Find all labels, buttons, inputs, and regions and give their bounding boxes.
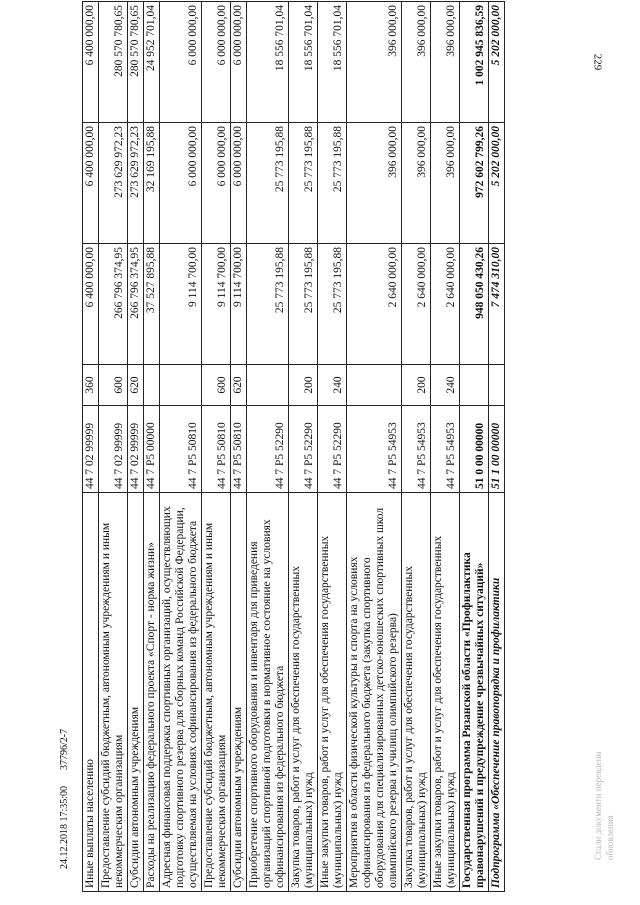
- target-article-cell: 44 7 Р5 52290: [289, 406, 318, 493]
- target-article-cell: 44 7 Р5 52290: [247, 406, 289, 493]
- amount-2021-cell: 396 000,00: [431, 2, 460, 123]
- amount-2021-cell: 5 202 000,00: [489, 2, 505, 123]
- target-article-cell: 44 7 Р5 50810: [231, 406, 247, 493]
- expense-name-cell: Субсидии автономным учреждениям: [231, 493, 247, 892]
- amount-2020-cell: 396 000,00: [402, 123, 431, 244]
- expense-type-cell: 600: [202, 365, 231, 406]
- expense-name-cell: Мероприятия в области физической культуры и спорта на условиях софинансирования из федерального бюджета (закупка спортивного оборудования для специализированных детско-юношеских спортивных школ олимпийского резерва и училищ олимпийского резерва): [347, 493, 402, 892]
- table-row: [347, 2, 402, 892]
- expense-name-cell: Государственная программа Рязанской области «Профилактика правонарушений и предупреждение чрезвычайных ситуаций»: [460, 493, 489, 892]
- table-row: [460, 2, 489, 892]
- expense-type-cell: [247, 365, 289, 406]
- target-article-cell: 51 1 00 00000: [489, 406, 505, 493]
- amount-2021-cell: 18 556 701,04: [318, 2, 347, 123]
- table-row: [402, 2, 431, 892]
- target-article-cell: 44 7 Р5 54953: [431, 406, 460, 493]
- amount-2021-cell: 280 570 780,65: [128, 2, 144, 123]
- target-article-cell: 44 7 Р5 00000: [144, 406, 160, 493]
- expense-name-cell: Предоставление субсидий бюджетным, автономным учреждениям и иным некоммерческим организациям: [99, 493, 128, 892]
- amount-2019-cell: 7 474 310,00: [489, 244, 505, 365]
- watermark: [592, 752, 616, 860]
- amount-2020-cell: 273 629 972,23: [128, 123, 144, 244]
- expense-type-cell: 240: [318, 365, 347, 406]
- target-article-cell: 44 7 Р5 50810: [202, 406, 231, 493]
- watermark-line: Стали документи перевдени: [593, 751, 603, 860]
- expense-type-cell: 620: [231, 365, 247, 406]
- amount-2020-cell: 25 773 195,88: [247, 123, 289, 244]
- table-row: [202, 2, 231, 892]
- table-row: [128, 2, 144, 892]
- amount-2019-cell: 948 050 430,26: [460, 244, 489, 365]
- expense-type-cell: [489, 365, 505, 406]
- table-row: [144, 2, 160, 892]
- amount-2020-cell: 396 000,00: [431, 123, 460, 244]
- amount-2021-cell: 1 002 945 836,59: [460, 2, 489, 123]
- expense-type-cell: 360: [83, 365, 99, 406]
- footer-document-code: 37796/2-7: [59, 728, 70, 770]
- amount-2019-cell: 25 773 195,88: [247, 244, 289, 365]
- expense-name-cell: Иные закупки товаров, работ и услуг для обеспечения государственных (муниципальных) нужд: [318, 493, 347, 892]
- table-row: [318, 2, 347, 892]
- amount-2019-cell: 266 796 374,95: [99, 244, 128, 365]
- page-number: 229: [591, 53, 604, 71]
- expense-type-cell: [347, 365, 402, 406]
- amount-2021-cell: 6 400 000,00: [83, 2, 99, 123]
- amount-2021-cell: 6 000 000,00: [160, 2, 202, 123]
- target-article-cell: 44 7 02 99999: [99, 406, 128, 493]
- table-row: [83, 2, 99, 892]
- amount-2020-cell: 972 602 799,26: [460, 123, 489, 244]
- expense-name-cell: Иные закупки товаров, работ и услуг для обеспечения государственных (муниципальных) нужд: [431, 493, 460, 892]
- amount-2021-cell: 6 000 000,00: [202, 2, 231, 123]
- watermark-line: обновления: [605, 815, 615, 860]
- budget-table: [82, 1, 505, 892]
- expense-type-cell: [160, 365, 202, 406]
- table-row: [289, 2, 318, 892]
- budget-table-container: [82, 5, 505, 892]
- amount-2019-cell: 25 773 195,88: [318, 244, 347, 365]
- expense-type-cell: 620: [128, 365, 144, 406]
- amount-2020-cell: 6 000 000,00: [231, 123, 247, 244]
- amount-2019-cell: 37 527 895,88: [144, 244, 160, 365]
- target-article-cell: 44 7 02 99999: [128, 406, 144, 493]
- expense-type-cell: [460, 365, 489, 406]
- amount-2020-cell: 273 629 972,23: [99, 123, 128, 244]
- expense-name-cell: Приобретение спортивного оборудования и инвентаря для приведения организаций спортивной подготовки в нормативное состояние на условиях софинансирования из федерального бюджета: [247, 493, 289, 892]
- amount-2021-cell: 396 000,00: [402, 2, 431, 123]
- amount-2019-cell: 6 400 000,00: [83, 244, 99, 365]
- expense-name-cell: Адресная финансовая поддержка спортивных организаций, осуществляющих подготовку спортивного резерва для сборных команд Российской Федерации, осуществляемая на условиях софинансирования из федерального бюджета: [160, 493, 202, 892]
- budget-table-body: [83, 2, 505, 892]
- amount-2019-cell: 9 114 700,00: [231, 244, 247, 365]
- amount-2019-cell: 266 796 374,95: [128, 244, 144, 365]
- expense-name-cell: Закупка товаров, работ и услуг для обеспечения государственных (муниципальных) нужд: [289, 493, 318, 892]
- target-article-cell: 44 7 Р5 50810: [160, 406, 202, 493]
- amount-2021-cell: 24 952 701,04: [144, 2, 160, 123]
- table-row: [160, 2, 202, 892]
- table-row: [99, 2, 128, 892]
- amount-2020-cell: 6 000 000,00: [160, 123, 202, 244]
- target-article-cell: 44 7 Р5 54953: [402, 406, 431, 493]
- expense-name-cell: Субсидии автономным учреждениям: [128, 493, 144, 892]
- target-article-cell: 44 7 Р5 54953: [347, 406, 402, 493]
- amount-2021-cell: 6 000 000,00: [231, 2, 247, 123]
- expense-type-cell: 200: [402, 365, 431, 406]
- amount-2019-cell: 9 114 700,00: [202, 244, 231, 365]
- expense-type-cell: 200: [289, 365, 318, 406]
- amount-2019-cell: 25 773 195,88: [289, 244, 318, 365]
- amount-2020-cell: 25 773 195,88: [318, 123, 347, 244]
- expense-name-cell: Подпрограмма «Обеспечение правопорядка и профилактики: [489, 493, 505, 892]
- amount-2021-cell: 18 556 701,04: [289, 2, 318, 123]
- table-row: [231, 2, 247, 892]
- amount-2021-cell: 18 556 701,04: [247, 2, 289, 123]
- amount-2020-cell: 5 202 000,00: [489, 123, 505, 244]
- amount-2020-cell: 6 400 000,00: [83, 123, 99, 244]
- expense-type-cell: 240: [431, 365, 460, 406]
- expense-name-cell: Иные выплаты населению: [83, 493, 99, 892]
- amount-2019-cell: 2 640 000,00: [431, 244, 460, 365]
- footer-date: 24.12.2018 17:35:00: [59, 785, 70, 869]
- amount-2020-cell: 25 773 195,88: [289, 123, 318, 244]
- expense-name-cell: Закупка товаров, работ и услуг для обеспечения государственных (муниципальных) нужд: [402, 493, 431, 892]
- target-article-cell: 51 0 00 00000: [460, 406, 489, 493]
- amount-2020-cell: 6 000 000,00: [202, 123, 231, 244]
- amount-2020-cell: 32 169 195,88: [144, 123, 160, 244]
- amount-2021-cell: 396 000,00: [347, 2, 402, 123]
- amount-2020-cell: 396 000,00: [347, 123, 402, 244]
- target-article-cell: 44 7 Р5 52290: [318, 406, 347, 493]
- amount-2019-cell: 2 640 000,00: [402, 244, 431, 365]
- amount-2021-cell: 280 570 780,65: [99, 2, 128, 123]
- expense-type-cell: [144, 365, 160, 406]
- table-row: [431, 2, 460, 892]
- expense-name-cell: Расходы на реализацию федерального проекта «Спорт - норма жизни»: [144, 493, 160, 892]
- table-row: [489, 2, 505, 892]
- amount-2019-cell: 9 114 700,00: [160, 244, 202, 365]
- expense-name-cell: Предоставление субсидий бюджетным, автономным учреждениям и иным некоммерческим организациям: [202, 493, 231, 892]
- target-article-cell: 44 7 02 99999: [83, 406, 99, 493]
- amount-2019-cell: 2 640 000,00: [347, 244, 402, 365]
- table-row: [247, 2, 289, 892]
- expense-type-cell: 600: [99, 365, 128, 406]
